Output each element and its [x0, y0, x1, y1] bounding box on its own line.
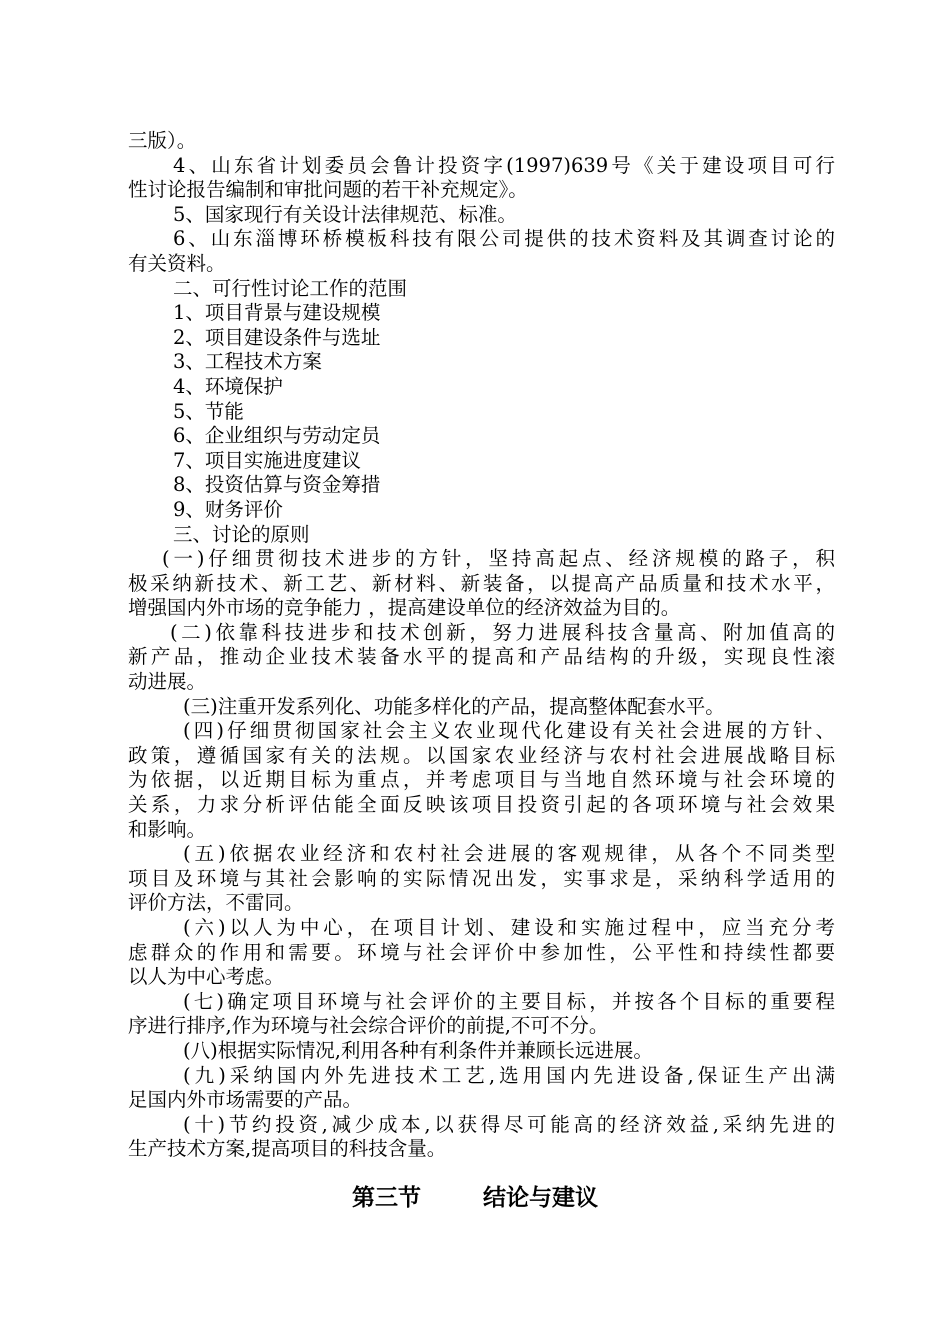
text-line: 足国内外市场需要的产品。: [128, 1088, 363, 1112]
section-title: 结论与建议: [483, 1185, 598, 1211]
text-line: 和影响。: [128, 817, 207, 841]
text-line: (八)根据实际情况,利用各种有利条件并兼顾长远进展。: [183, 1038, 653, 1062]
text-line: 6、山东淄博环桥模板科技有限公司提供的技术资料及其调查讨论的: [173, 227, 835, 251]
text-line: 5、节能: [173, 399, 244, 423]
text-line: 5、国家现行有关设计法律规范、标准。: [173, 202, 517, 226]
text-line: 1、项目背景与建设规模: [173, 301, 381, 325]
text-line: 有关资料。: [128, 251, 226, 275]
text-line: 二、可行性讨论工作的范围: [173, 276, 408, 300]
text-line: 4、环境保护: [173, 374, 283, 398]
text-line: 8、投资估算与资金筹措: [173, 473, 381, 497]
text-line: 序进行排序,作为环境与社会综合评价的前提,不可不分。: [128, 1014, 609, 1038]
text-line: 性讨论报告编制和审批问题的若干补充规定》。: [128, 178, 528, 202]
text-line: 7、项目实施进度建议: [173, 448, 361, 472]
text-line: (五)依据农业经济和农村社会进展的客观规律，从各个不同类型: [183, 842, 835, 866]
text-line: 关系，力求分析评估能全面反映该项目投资引起的各项环境与社会效果: [128, 793, 835, 817]
section-heading: [0, 1183, 950, 1213]
text-line: 4、山东省计划委员会鲁计投资字(1997)639号《关于建设项目可行: [173, 153, 835, 177]
text-line: (二)依靠科技进步和技术创新，努力进展科技含量高、附加值高的: [170, 620, 835, 644]
text-line: 2、项目建设条件与选址: [173, 325, 381, 349]
text-line: (七)确定项目环境与社会评价的主要目标，并按各个目标的重要程: [183, 989, 835, 1013]
text-line: (三)注重开发系列化、功能多样化的产品，提高整体配套水平。: [183, 694, 725, 718]
text-line: (一)仔细贯彻技术进步的方针，坚持高起点、经济规模的路子，积: [162, 547, 835, 571]
text-line: 极采纳新技术、新工艺、新材料、新装备，以提高产品质量和技术水平，: [128, 571, 835, 595]
text-line: 9、财务评价: [173, 497, 283, 521]
text-line: 以人为中心考虑。: [128, 965, 285, 989]
text-line: 三、讨论的原则: [173, 522, 310, 546]
text-line: 动进展。: [128, 670, 207, 694]
text-line: 新产品，推动企业技术装备水平的提高和产品结构的升级，实现良性滚: [128, 645, 835, 669]
text-line: (六)以人为中心，在项目计划、建设和实施过程中，应当充分考: [183, 916, 835, 939]
text-line: 评价方法，不雷同。: [128, 891, 304, 915]
text-line: (十)节约投资,减少成本,以获得尽可能高的经济效益,采纳先进的: [183, 1112, 835, 1136]
section-number: 第三节: [352, 1185, 421, 1211]
text-line: 政策，遵循国家有关的法规。以国家农业经济与农村社会进展战略目标: [128, 743, 835, 767]
text-line: 为依据，以近期目标为重点，并考虑项目与当地自然环境与社会环境的: [128, 768, 835, 792]
text-line: (四)仔细贯彻国家社会主义农业现代化建设有关社会进展的方针、: [183, 719, 835, 743]
text-line: 生产技术方案,提高项目的科技含量。: [128, 1137, 447, 1161]
text-line: (九)采纳国内外先进技术工艺,选用国内先进设备,保证生产出满: [183, 1063, 835, 1087]
text-line: 三版）。: [128, 129, 197, 152]
text-line: 项目及环境与其社会影响的实际情况出发，实事求是，采纳科学适用的: [128, 866, 835, 890]
text-line: 3、工程技术方案: [173, 350, 322, 374]
body-text: [128, 129, 835, 1162]
text-line: 增强国内外市场的竞争能力 ，提高建设单位的经济效益为目的。: [128, 596, 681, 620]
text-line: 6、企业组织与劳动定员: [173, 424, 381, 448]
text-line: 虑群众的作用和需要。环境与社会评价中参加性，公平性和持续性都要: [128, 940, 835, 964]
